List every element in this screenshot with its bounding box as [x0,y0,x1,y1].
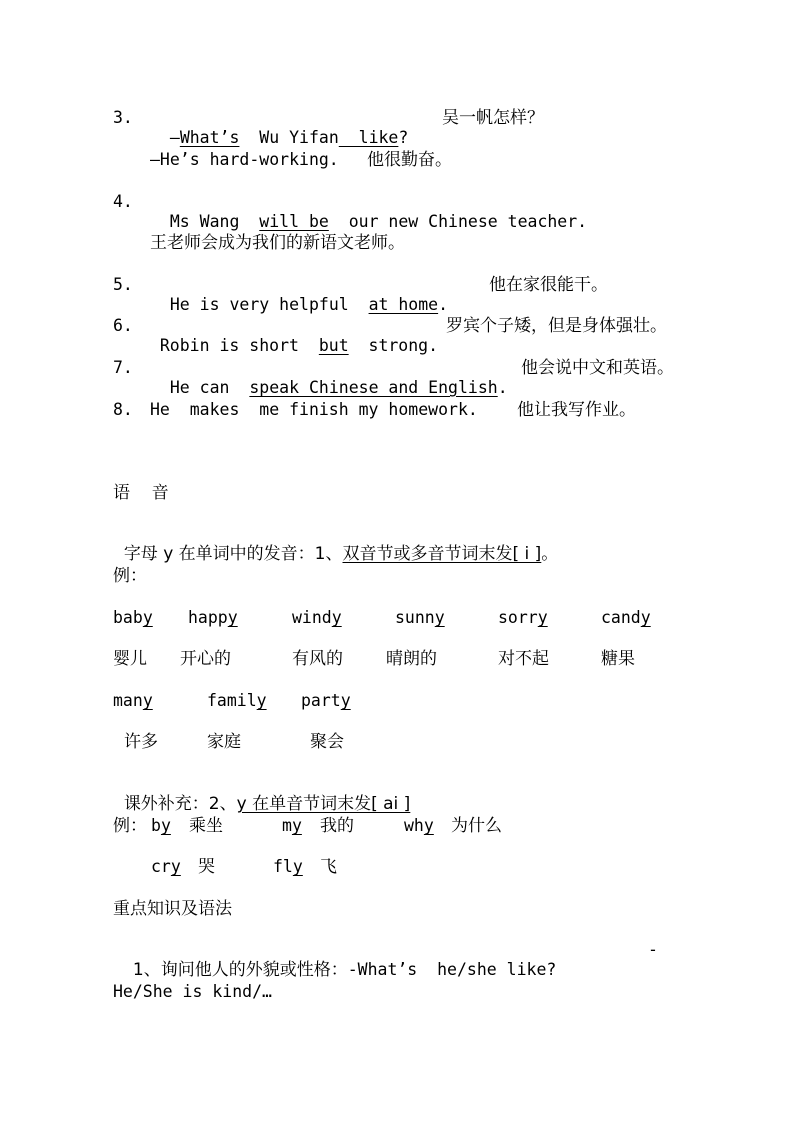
item-7-sentence [150,358,508,398]
word-baby: baby [113,608,153,627]
word-happy: happy [188,608,238,627]
word-candy-cn: 糖果 [601,649,635,669]
underlined-phrase: at home [368,295,439,314]
underlined-like: like [338,128,399,147]
name-text: Wu Yifan [239,128,339,147]
sentence-part: Robin is short [159,336,319,355]
item-4-sentence [150,192,587,232]
item-4-number: 4. [113,192,133,211]
word-windy-cn: 有风的 [292,649,343,669]
item-3-number: 3. [113,108,133,127]
sentence-part: Ms Wang [169,212,260,231]
item-8-number: 8. [113,400,133,419]
grammar-point-1 [113,940,556,980]
item-3-question-cn: 吴一帆怎样？ [442,108,544,128]
word-by-cn: 乘坐 [189,816,223,836]
item-8-cn: 他让我写作业。 [517,400,636,420]
example-label: 例： [113,566,147,586]
word-why-cn: 为什么 [451,816,502,836]
phonics-title: 语 音 [113,483,169,503]
item-7-number: 7. [113,358,133,377]
dash: — [169,128,180,147]
sentence-part: . [497,378,508,397]
grammar-answer: He/She is kind/… [113,982,272,1001]
rule-underlined: 双音节或多音节词末发[ i ] [342,544,542,564]
grammar-point-intro: 1、询问他人的外貌或性格： [132,960,348,980]
sentence-part: . [438,295,449,314]
question-mark: ? [398,128,409,147]
word-sunny: sunny [395,608,445,627]
word-family: family [207,691,267,710]
item-4-cn: 王老师会成为我们的新语文老师。 [150,233,405,253]
rule-intro: 课外补充：2、 [123,794,237,814]
sentence-part: our new Chinese teacher. [328,212,588,231]
item-8-sentence: He makes me finish my homework. [150,400,478,419]
underlined-phrase: will be [259,212,329,231]
word-family-cn: 家庭 [207,732,241,752]
item-5-number: 5. [113,275,133,294]
word-fly-cn: 飞 [320,857,337,877]
grammar-title: 重点知识及语法 [113,899,232,919]
item-6-cn: 罗宾个子矮，但是身体强壮。 [446,316,667,336]
word-cry: cry [151,857,181,876]
word-by: by [151,816,171,835]
example-label-2: 例： [113,816,147,836]
phonics-rule-1 [113,524,558,564]
word-candy: candy [601,608,651,627]
word-my-cn: 我的 [320,816,354,836]
word-my: my [282,816,302,835]
word-sorry-cn: 对不起 [498,649,549,669]
word-sorry: sorry [498,608,548,627]
word-party: party [301,691,351,710]
word-cry-cn: 哭 [198,857,215,877]
word-many: many [113,691,153,710]
grammar-question: -What’s he/she like? [347,960,557,979]
rule-end: 。 [541,544,559,564]
item-6-number: 6. [113,316,133,335]
word-happy-cn: 开心的 [180,649,231,669]
word-windy: windy [292,608,342,627]
underlined-phrase: speak Chinese and English [249,378,498,397]
item-6-sentence [140,316,438,356]
rule-underlined: y 在单音节词末发[ ai ] [236,794,411,814]
item-3-question [150,108,408,148]
word-sunny-cn: 晴朗的 [386,649,437,669]
word-fly: fly [273,857,303,876]
underlined-whats: What’s [179,128,240,147]
sentence-part: He can [169,378,250,397]
word-why: why [404,816,434,835]
underlined-word: but [318,336,349,355]
rule-intro: 字母 y 在单词中的发音：1、 [123,544,343,564]
item-5-cn: 他在家很能干。 [489,275,608,295]
item-3-answer-cn: 他很勤奋。 [367,150,452,170]
sentence-part: He is very helpful [169,295,369,314]
item-3-answer: —He’s hard-working. [150,150,339,169]
item-7-cn: 他会说中文和英语。 [521,358,674,378]
grammar-dash: - [648,940,658,959]
word-many-cn: 许多 [124,732,158,752]
phonics-rule-2 [113,774,410,814]
word-baby-cn: 婴儿 [113,649,147,669]
item-5-sentence [150,275,448,315]
sentence-part: strong. [348,336,439,355]
word-party-cn: 聚会 [310,732,344,752]
